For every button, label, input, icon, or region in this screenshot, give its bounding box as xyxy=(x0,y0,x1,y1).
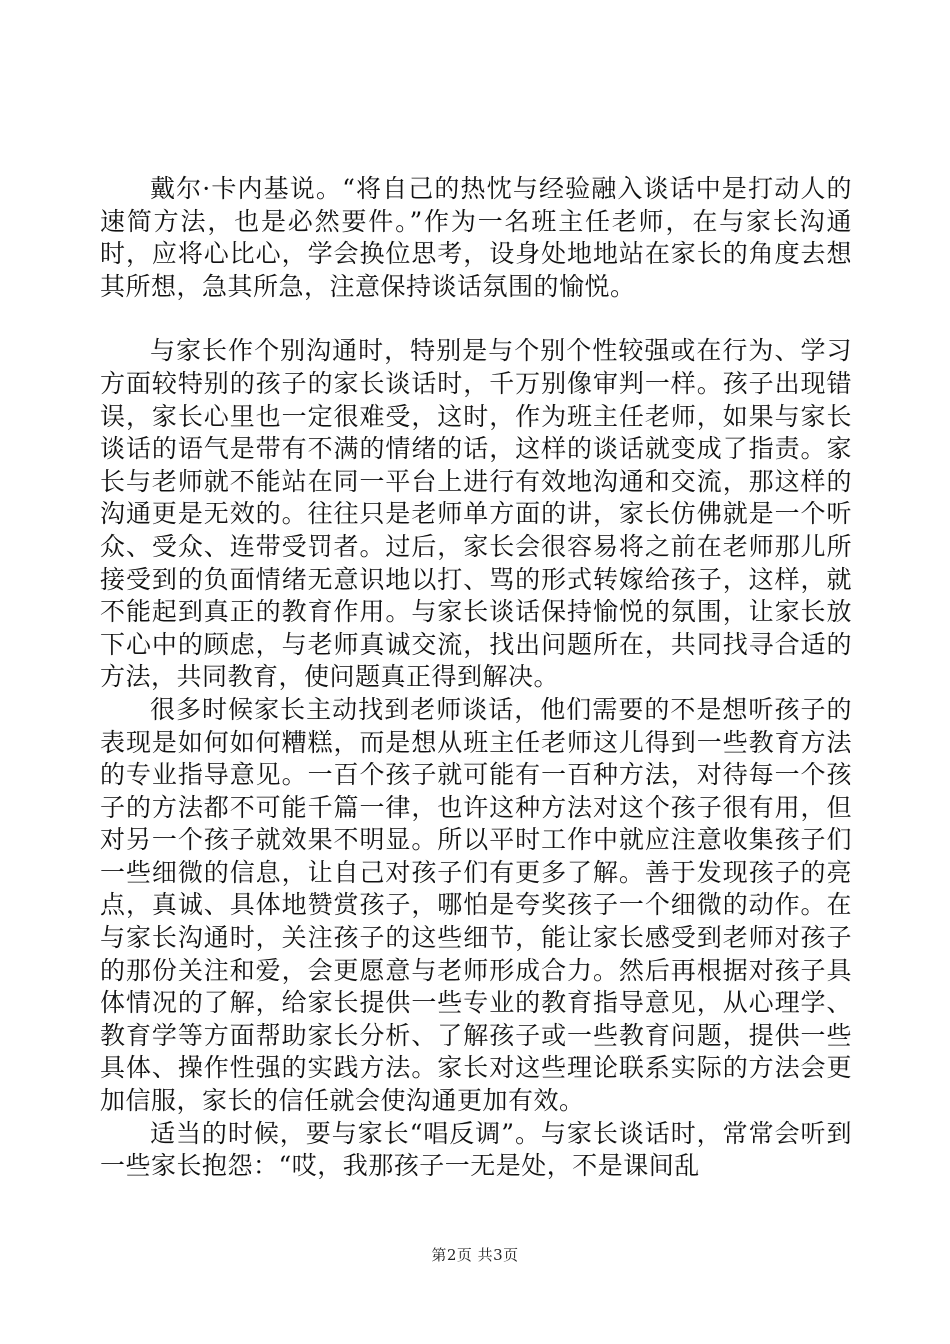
page-footer: 第2页 共3页 xyxy=(431,1246,519,1264)
paragraph-3: 很多时候家长主动找到老师谈话，他们需要的不是想听孩子的表现是如何如何糟糕，而是想从班主任老师这儿得到一些教育方法的专业指导意见。一百个孩子就可能有一百种方法，对待每一个孩子的方法都不可能千篇一律，也许这种方法对这个孩子很有用，但对另一个孩子就效果不明显。所以平时工作中就应注意收集孩子们一些细微的信息，让自己对孩子们有更多了解。善于发现孩子的亮点，真诚、具体地赞赏孩子，哪怕是夸奖孩子一个细微的动作。在与家长沟通时，关注孩子的这些细节，能让家长感受到老师对孩子的那份关注和爱，会更愿意与老师形成合力。然后再根据对孩子具体情况的了解，给家长提供一些专业的教育指导意见，从心理学、教育学等方面帮助家长分析、了解孩子或一些教育问题，提供一些具体、操作性强的实践方法。家长对这些理论联系实际的方法会更加信服，家长的信任就会使沟通更加有效。 xyxy=(100,694,852,1116)
document-body xyxy=(100,173,852,1183)
paragraph-2: 与家长作个别沟通时，特别是与个别个性较强或在行为、学习方面较特别的孩子的家长谈话时，千万别像审判一样。孩子出现错误，家长心里也一定很难受，这时，作为班主任老师，如果与家长谈话的语气是带有不满的情绪的话，这样的谈话就变成了指责。家长与老师就不能站在同一平台上进行有效地沟通和交流，那这样的沟通更是无效的。往往只是老师单方面的讲，家长仿佛就是一个听众、受众、连带受罚者。过后，家长会很容易将之前在老师那儿所接受到的负面情绪无意识地以打、骂的形式转嫁给孩子，这样，就不能起到真正的教育作用。与家长谈话保持愉悦的氛围，让家长放下心中的顾虑，与老师真诚交流，找出问题所在，共同找寻合适的方法，共同教育，使问题真正得到解决。 xyxy=(100,336,852,692)
paragraph-4: 适当的时候，要与家长“唱反调”。与家长谈话时，常常会听到一些家长抱怨：“哎，我那孩子一无是处，不是课间乱 xyxy=(100,1118,852,1181)
paragraph-1: 戴尔·卡内基说。“将自己的热忱与经验融入谈话中是打动人的速简方法，也是必然要件。”作为一名班主任老师，在与家长沟通时，应将心比心，学会换位思考，设身处地地站在家长的角度去想其所想，急其所急，注意保持谈话氛围的愉悦。 xyxy=(100,174,852,301)
